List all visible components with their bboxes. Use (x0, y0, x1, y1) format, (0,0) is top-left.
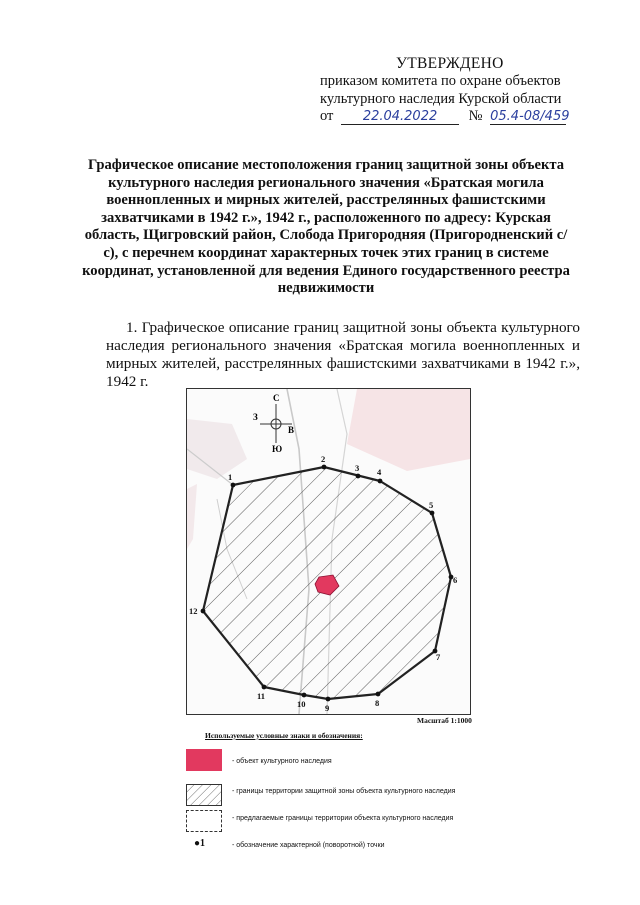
map-scale: Масштаб 1:1000 (417, 716, 472, 725)
boundary-map (186, 388, 471, 715)
compass-rose (253, 393, 294, 454)
compass-east: В (288, 425, 295, 435)
point-marker (356, 474, 361, 479)
point-marker (231, 483, 236, 488)
point-label: 3 (355, 463, 360, 473)
dashed-box-icon (186, 810, 222, 832)
point-label: 9 (325, 703, 330, 713)
legend-title: Используемые условные знаки и обозначения: (205, 731, 363, 740)
description-paragraph: 1. Графическое описание границ защитной зоны объекта культурного наследия регионального значения «Братская могила военнопленных и мирных жителей, расстрелянных фашистскими захватчиками в 1942 г.», 1942 г. (106, 319, 580, 390)
point-label: 2 (321, 454, 326, 464)
compass-south: Ю (272, 444, 283, 454)
approval-date-row (320, 108, 570, 125)
approval-date: 22.04.2022 (341, 109, 459, 125)
background-zone (187, 419, 247, 479)
map-canvas (187, 389, 470, 714)
hatch-icon (186, 784, 222, 806)
point-label: 7 (436, 652, 441, 662)
point-label: 10 (297, 699, 306, 709)
point-label: 6 (453, 575, 458, 585)
compass-west: З (253, 412, 258, 422)
point-marker (322, 465, 327, 470)
number-label: № (468, 108, 483, 124)
legend-text: - границы территории защитной зоны объекта культурного наследия (232, 788, 456, 795)
point-marker (378, 479, 383, 484)
point-marker (262, 685, 267, 690)
background-zone (347, 389, 470, 471)
approval-number: 05.4-08/459 (490, 109, 570, 124)
legend-text: - объект культурного наследия (232, 758, 332, 765)
legend-text: - обозначение характерной (поворотной) точки (232, 842, 385, 849)
point-label: 11 (257, 691, 266, 701)
point-label: 1 (228, 472, 233, 482)
point-marker (326, 697, 331, 702)
point-label: 12 (189, 606, 198, 616)
point-icon: ●1 (194, 838, 206, 849)
point-marker (201, 609, 206, 614)
approval-title: УТВЕРЖДЕНО (396, 55, 504, 72)
legend-text: - предлагаемые границы территории объекта культурного наследия (232, 815, 454, 822)
point-label: 5 (429, 500, 434, 510)
object-fill-icon (186, 749, 222, 771)
document-heading: Графическое описание местоположения границ защитной зоны объекта культурного наследия регионального значения «Братская могила военнопленных и мирных жителей, расстрелянных фашистскими захватчиками в 1942 г.», 1942 г., расположенного по адресу: Курская область, Щигровский район, Слобода Пригородняя (Пригородненский с/с), с перечнем координат характерных точек этих границ в системе координат, установленной для ведения Единого государственного реестра недвижимости (82, 157, 570, 297)
from-label: от (320, 108, 334, 124)
compass-north: С (273, 393, 280, 403)
background-zone (187, 484, 197, 549)
point-marker (376, 692, 381, 697)
point-marker (302, 693, 307, 698)
approval-committee-line: культурного наследия Курской области (320, 91, 562, 107)
point-marker (430, 511, 435, 516)
point-label: 8 (375, 698, 380, 708)
point-label: 4 (377, 467, 382, 477)
approval-order-line: приказом комитета по охране объектов (320, 73, 561, 89)
